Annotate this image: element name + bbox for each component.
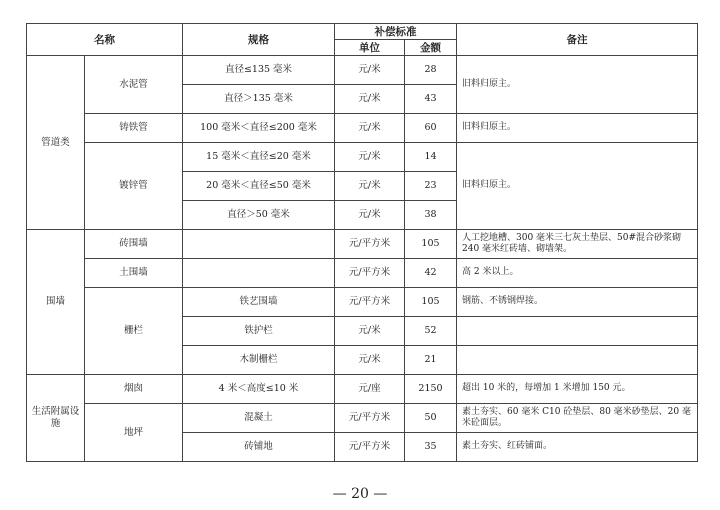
compensation-table [26, 23, 698, 462]
page-number: — 20 — [332, 486, 388, 502]
spec-cell: 15 毫米＜直径≤20 毫米 [183, 143, 335, 172]
spec-cell: 铁艺围墙 [183, 288, 335, 317]
spec-cell: 直径≤135 毫米 [183, 56, 335, 85]
note-cell: 超出 10 米的，每增加 1 米增加 150 元。 [457, 375, 698, 404]
spec-cell: 混凝土 [183, 404, 335, 433]
amount-cell: 60 [405, 114, 457, 143]
spec-cell [183, 259, 335, 288]
note-cell: 旧料归原主。 [457, 114, 698, 143]
item-fence: 栅栏 [85, 288, 183, 375]
item-galvanized-pipe: 镀锌管 [85, 143, 183, 230]
amount-cell: 14 [405, 143, 457, 172]
amount-cell: 52 [405, 317, 457, 346]
amount-cell: 35 [405, 433, 457, 462]
amount-cell: 23 [405, 172, 457, 201]
note-cell [457, 346, 698, 375]
unit-cell: 元/米 [335, 56, 405, 85]
amount-cell: 43 [405, 85, 457, 114]
spec-cell: 4 米＜高度≤10 米 [183, 375, 335, 404]
unit-cell: 元/米 [335, 114, 405, 143]
amount-cell: 21 [405, 346, 457, 375]
item-ground: 地坪 [85, 404, 183, 462]
spec-cell: 100 毫米＜直径≤200 毫米 [183, 114, 335, 143]
note-cell: 素土夯实、红砖铺面。 [457, 433, 698, 462]
category-pipes: 管道类 [27, 56, 85, 230]
amount-cell: 2150 [405, 375, 457, 404]
unit-cell: 元/米 [335, 172, 405, 201]
header-name: 名称 [27, 24, 183, 56]
spec-cell: 20 毫米＜直径≤50 毫米 [183, 172, 335, 201]
header-amount: 金额 [405, 40, 457, 56]
header-spec: 规格 [183, 24, 335, 56]
item-earth-wall: 土围墙 [85, 259, 183, 288]
category-walls: 围墙 [27, 230, 85, 375]
category-facilities: 生活附属设施 [27, 375, 85, 462]
unit-cell: 元/平方米 [335, 230, 405, 259]
spec-cell: 砖铺地 [183, 433, 335, 462]
unit-cell: 元/米 [335, 317, 405, 346]
note-cell: 旧料归原主。 [457, 56, 698, 114]
note-cell: 高 2 米以上。 [457, 259, 698, 288]
item-cement-pipe: 水泥管 [85, 56, 183, 114]
unit-cell: 元/平方米 [335, 259, 405, 288]
unit-cell: 元/米 [335, 85, 405, 114]
spec-cell: 直径＞50 毫米 [183, 201, 335, 230]
header-unit: 单位 [335, 40, 405, 56]
unit-cell: 元/平方米 [335, 404, 405, 433]
header-compensation: 补偿标准 [335, 24, 457, 40]
item-brick-wall: 砖围墙 [85, 230, 183, 259]
unit-cell: 元/平方米 [335, 433, 405, 462]
unit-cell: 元/米 [335, 346, 405, 375]
amount-cell: 50 [405, 404, 457, 433]
note-cell: 钢筋、不锈钢焊接。 [457, 288, 698, 317]
note-cell: 旧料归原主。 [457, 143, 698, 230]
header-note: 备注 [457, 24, 698, 56]
spec-cell: 铁护栏 [183, 317, 335, 346]
amount-cell: 42 [405, 259, 457, 288]
spec-cell: 木制栅栏 [183, 346, 335, 375]
unit-cell: 元/米 [335, 201, 405, 230]
note-cell [457, 317, 698, 346]
note-cell: 素土夯实、60 毫米 C10 砼垫层、80 毫米砂垫层、20 毫米砼面层。 [457, 404, 698, 433]
amount-cell: 105 [405, 230, 457, 259]
unit-cell: 元/米 [335, 143, 405, 172]
amount-cell: 105 [405, 288, 457, 317]
item-chimney: 烟囱 [85, 375, 183, 404]
unit-cell: 元/平方米 [335, 288, 405, 317]
item-cast-iron-pipe: 铸铁管 [85, 114, 183, 143]
amount-cell: 28 [405, 56, 457, 85]
note-cell: 人工挖地槽、300 毫米三七灰土垫层、50#混合砂浆砌 240 毫米红砖墙、砌墙架。 [457, 230, 698, 259]
unit-cell: 元/座 [335, 375, 405, 404]
spec-cell: 直径＞135 毫米 [183, 85, 335, 114]
amount-cell: 38 [405, 201, 457, 230]
spec-cell [183, 230, 335, 259]
